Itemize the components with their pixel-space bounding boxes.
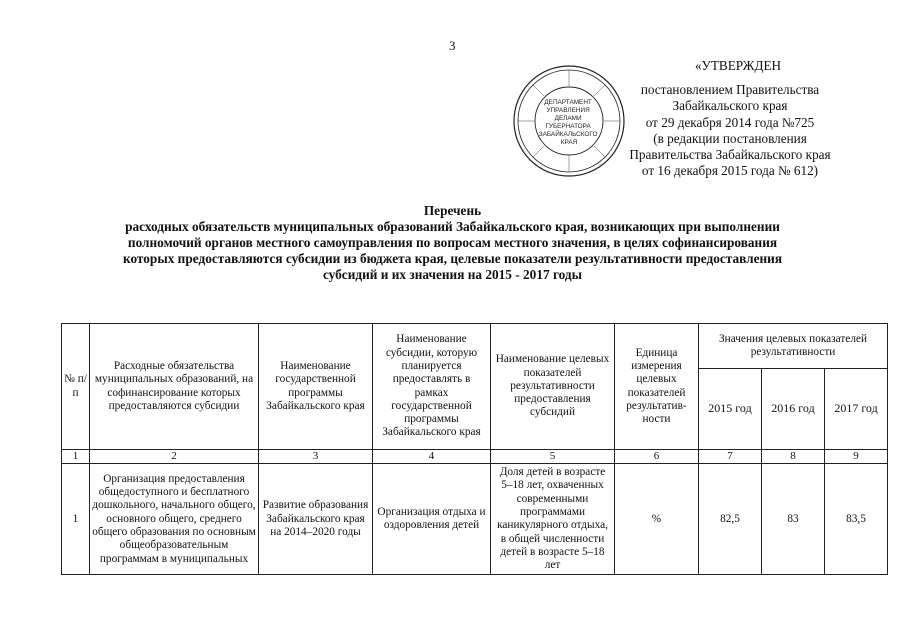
header-values-group: Значения целевых показателей результативности xyxy=(699,324,888,369)
table-row xyxy=(62,464,888,575)
header-program: Наименование государственной программы Забайкальского края xyxy=(259,324,373,450)
header-year-2015: 2015 год xyxy=(699,369,762,450)
column-number: 5 xyxy=(491,450,615,464)
header-obligations: Расходные обязательства муниципальных образований, на софинансирование которых предоставляются субсидии xyxy=(90,324,259,450)
obligations-table xyxy=(61,323,888,575)
title-line: которых предоставляются субсидии из бюджета края, целевые показатели результативности предоставления xyxy=(122,251,783,266)
row-unit: % xyxy=(615,464,699,575)
stamp-line: КРАЯ xyxy=(560,139,578,146)
approval-line: (в редакции постановления xyxy=(653,130,807,146)
header-num: № п/п xyxy=(62,324,90,450)
title-line: полномочий органов местного самоуправления по вопросам местного значения, в целях софинансирования xyxy=(127,235,778,250)
column-number: 6 xyxy=(615,450,699,464)
column-number: 7 xyxy=(699,450,762,464)
column-number: 3 xyxy=(259,450,373,464)
header-unit: Единица измерения целевых показателей результатив-ности xyxy=(615,324,699,450)
row-indicator: Доля детей в возрасте 5–18 лет, охваченных современными программами каникулярного отдыха, в общей численности детей в возрасте 5–18 лет xyxy=(491,464,615,575)
page-number: 3 xyxy=(449,38,456,53)
header-year-2016: 2016 год xyxy=(762,369,825,450)
approval-line: Правительства Забайкальского края xyxy=(629,147,831,163)
approval-line: от 16 декабря 2015 года № 612) xyxy=(641,163,819,179)
title-line: Перечень xyxy=(423,203,482,218)
column-number: 1 xyxy=(62,450,90,464)
column-number: 4 xyxy=(373,450,491,464)
stamp-line: ГУБЕРНАТОРА xyxy=(545,123,591,130)
approval-block xyxy=(610,58,850,179)
stamp-line: ДЕПАРТАМЕНТ xyxy=(544,99,592,106)
title-line: субсидий и их значения на 2015 - 2017 годы xyxy=(322,267,583,282)
header-year-2017: 2017 год xyxy=(825,369,888,450)
svg-text:ДЕПАРТАМЕНТ УПРАВЛЕНИЯ xyxy=(539,99,600,146)
row-value-2015: 82,5 xyxy=(699,464,762,575)
title-line: расходных обязательств муниципальных образований Забайкальского края, возникающих при выполнении xyxy=(125,219,780,234)
column-number: 8 xyxy=(762,450,825,464)
approval-line: постановлением Правительства xyxy=(640,82,820,98)
column-number: 9 xyxy=(825,450,888,464)
approval-line: Забайкальского края xyxy=(672,98,788,114)
column-number: 2 xyxy=(90,450,259,464)
stamp-line: ДЕЛАМИ xyxy=(554,115,582,122)
row-obligation xyxy=(90,464,259,575)
approval-line: от 29 декабря 2014 года №725 xyxy=(645,114,815,130)
row-value-2017: 83,5 xyxy=(825,464,888,575)
header-indicators: Наименование целевых показателей результативности предоставления субсидий xyxy=(491,324,615,450)
row-value-2016: 83 xyxy=(762,464,825,575)
row-program: Развитие образования Забайкальского края на 2014–2020 годы xyxy=(259,464,373,575)
row-subsidy: Организация отдыха и оздоровления детей xyxy=(373,464,491,575)
row-num: 1 xyxy=(62,464,90,575)
header-subsidy: Наименование субсидии, которую планируется предоставлять в рамках государственной программы Забайкальского края xyxy=(373,324,491,450)
row-obligation-text: Организация предоставления общедоступного и бесплатного дошкольного, начального общего, основного общего, среднего общего образования по основным общеобразовательным программам в муниципальных xyxy=(92,472,256,565)
document-title xyxy=(40,203,865,283)
approval-heading: «УТВЕРЖДЕН xyxy=(694,58,782,73)
stamp-line: УПРАВЛЕНИЯ xyxy=(546,107,590,114)
stamp-line: ЗАБАЙКАЛЬСКОГО xyxy=(538,131,598,138)
seal-stamp xyxy=(512,64,626,178)
